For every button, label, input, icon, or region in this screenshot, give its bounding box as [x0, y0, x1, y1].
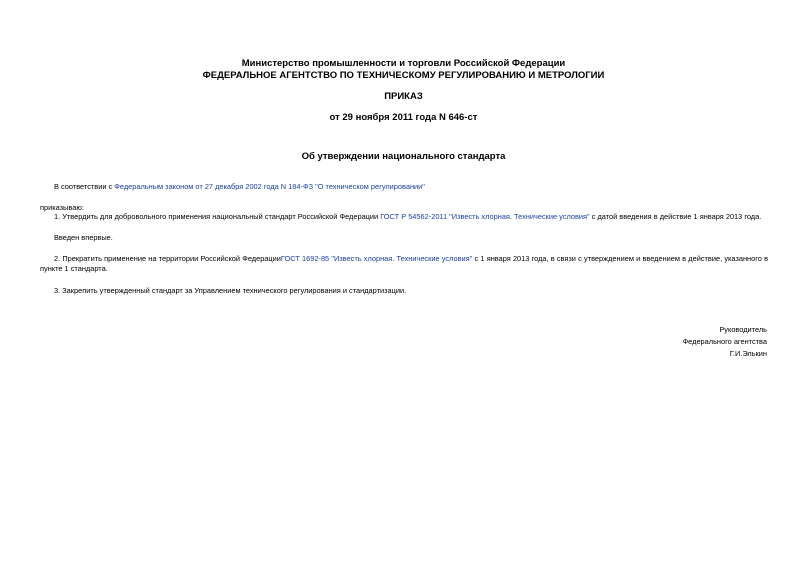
item-2-prefix: 2. Прекратить применение на территории Российской Федерации [54, 254, 281, 263]
signature-title: Руководитель [719, 325, 767, 334]
item-1-suffix: с датой введения в действие 1 января 2013 года. [589, 212, 762, 221]
gost-1692-85-link[interactable]: ГОСТ 1692-85 "Известь хлорная. Технические условия" [280, 254, 473, 263]
intro-paragraph [54, 182, 425, 192]
intro-prefix: В соответствии с [54, 182, 115, 191]
doc-type: ПРИКАЗ [384, 91, 423, 102]
order-word: приказываю: [40, 203, 84, 212]
doc-date-number: от 29 ноября 2011 года N 646-ст [329, 112, 478, 123]
item-1-prefix: 1. Утвердить для добровольного применения национальный стандарт Российской Федерации [54, 212, 381, 221]
item-3: 3. Закрепить утвержденный стандарт за Управлением технического регулирования и стандартизации. [54, 286, 407, 295]
agency-name: ФЕДЕРАЛЬНОЕ АГЕНТСТВО ПО ТЕХНИЧЕСКОМУ РЕГУЛИРОВАНИЮ И МЕТРОЛОГИИ [202, 70, 605, 81]
ministry-name: Министерство промышленности и торговли Российской Федерации [241, 58, 566, 69]
gost-r-54562-link[interactable]: ГОСТ Р 54562-2011 "Известь хлорная. Технические условия" [380, 212, 590, 221]
item-2-suffix: с 1 января 2013 года, в связи с утверждением и введением в действие, указанного в пункте 1 стандарта. [40, 254, 769, 273]
signature-name: Г.И.Элькин [729, 349, 767, 358]
doc-subject: Об утверждении национального стандарта [301, 151, 506, 162]
federal-law-link[interactable]: Федеральным законом от 27 декабря 2002 года N 184-ФЗ "О техническом регулировании" [114, 182, 425, 191]
item-2 [40, 254, 768, 274]
item-1 [54, 212, 761, 222]
signature-org: Федерального агентства [682, 337, 767, 346]
first-time-note: Введен впервые. [54, 233, 113, 242]
